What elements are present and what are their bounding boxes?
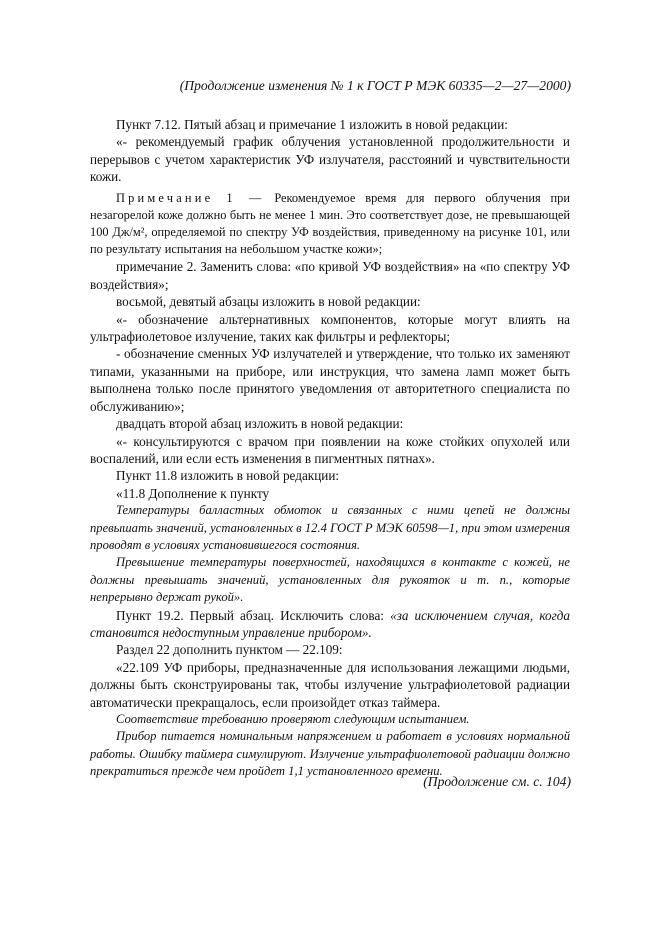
paragraph-13 <box>90 607 570 642</box>
paragraph-10: «11.8 Дополнение к пункту <box>116 485 270 501</box>
paragraph-7: двадцать второй абзац изложить в новой редакции: <box>116 416 404 432</box>
note-1-text: Рекомендуемое время для первого облучения при незагорелой коже должно быть не менее 1 мин. Это соответствует дозе, не превышающей 100 Дж/м², определяемой по спектру УФ воздействия, приведенному на рисунке 101, или по результату испытания на небольшом участке кожи»; <box>90 190 570 257</box>
paragraph-5: «- обозначение альтернативных компонентов, которые могут влиять на ультрафиолетовое излучение, таких как фильтры и рефлекторы; <box>90 311 570 345</box>
paragraph-14: Раздел 22 дополнить пунктом — 22.109: <box>116 642 343 658</box>
paragraph-9: Пункт 11.8 изложить в новой редакции: <box>116 468 340 484</box>
paragraph-8: «- консультируются с врачом при появлении на коже стойких опухолей или воспалений, или если есть изменения в пигментных пятнах». <box>90 433 570 466</box>
paragraph-1: Пункт 7.12. Пятый абзац и примечание 1 изложить в новой редакции: <box>116 117 508 132</box>
excluded-words: «за исключением случая, когда становится недоступным управление прибором». <box>90 607 570 640</box>
paragraph-3: примечание 2. Заменить слова: «по кривой УФ воздействия» на «по спектру УФ воздействия»; <box>90 259 570 292</box>
document-body <box>90 116 570 781</box>
paragraph-16: Соответствие требованию проверяют следующим испытанием. <box>116 712 470 726</box>
paragraph-11: Температуры балластных обмоток и связанных с ними цепей не должны превышать значений, установленных в 12.4 ГОСТ Р МЭК 60598—1, при этом измерения проводят в условиях установившегося состояния. <box>90 503 570 552</box>
page-header-continuation: (Продолжение изменения № 1 к ГОСТ Р МЭК 60335—2—27—2000) <box>179 78 571 93</box>
paragraph-13-text: Пункт 19.2. Первый абзац. Исключить слова: <box>116 607 391 623</box>
paragraph-2: «- рекомендуемый график облучения установленной продолжительности и перерывов с учетом характеристик УФ излучателя, расстояний и чувствительности кожи. <box>90 134 570 185</box>
note-1 <box>90 190 570 259</box>
paragraph-15: «22.109 УФ приборы, предназначенные для использования лежащими людьми, должны быть сконструированы так, чтобы излучение ультрафиолетовой радиации автоматически прекращалось, если произойдет отказ таймера. <box>90 659 570 710</box>
paragraph-12: Превышение температуры поверхностей, находящихся в контакте с кожей, не должны превышать значений, установленных для рукояток и т. п., которые непрерывно держат рукой». <box>90 555 570 605</box>
paragraph-4: восьмой, девятый абзацы изложить в новой редакции: <box>116 294 421 310</box>
page-footer-continuation: (Продолжение см. с. 104) <box>423 774 571 789</box>
paragraph-17: Прибор питается номинальным напряжением и работает в условиях нормальной работы. Ошибку таймера симулируют. Излучение ультрафиолетовой радиации должно прекратиться прежде чем пройдет 1,1 установленного времени. <box>90 729 570 779</box>
note-label: Примечание 1 — <box>116 190 265 205</box>
paragraph-6: - обозначение сменных УФ излучателей и утверждение, что только их заменяют типами, указанными на приборе, или инструкция, что замена ламп может быть выполнена только после принятого уведомления от авторитетного специалиста по обслуживанию»; <box>90 346 570 414</box>
